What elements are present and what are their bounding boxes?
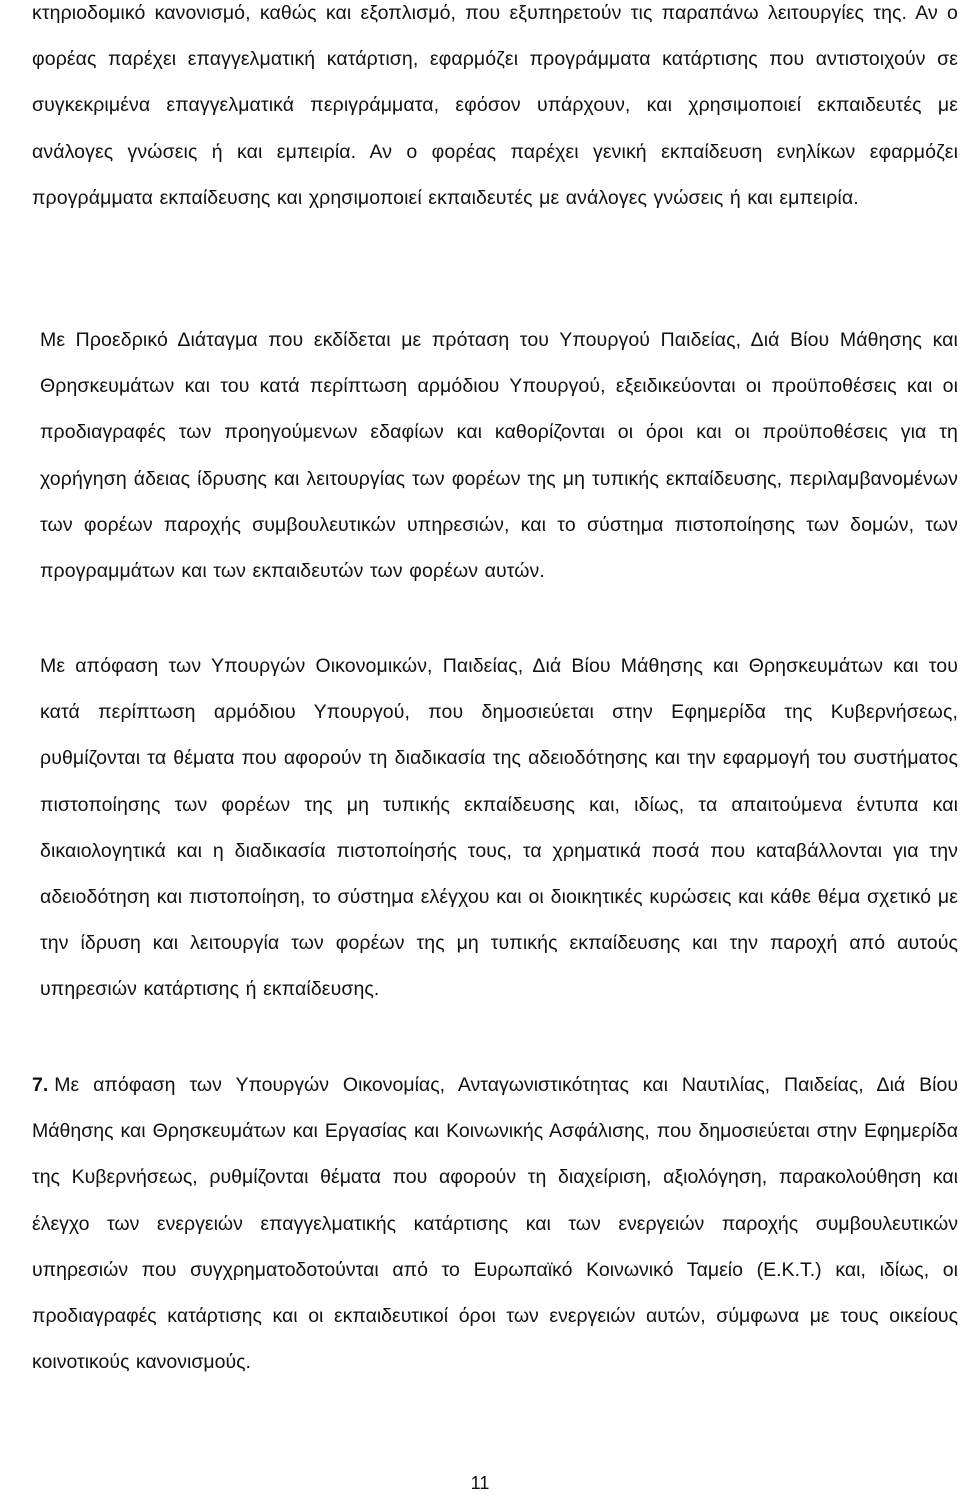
page-number: 11 <box>470 1473 490 1493</box>
paragraph-continuation: κτηριοδομικό κανονισμό, καθώς και εξοπλισμό, που εξυπηρετούν τις παραπάνω λειτουργίες της. Αν ο φορέας παρέχει επαγγελματική κατάρτιση, εφαρμόζει προγράμματα κατάρτισης που αντιστοιχούν σε συγκεκριμένα επαγγελματικά περιγράμματα, εφόσον υπάρχουν, και χρησιμοποιεί εκπαιδευτές με ανάλογες γνώσεις ή και εμπειρία. Αν ο φορέας παρέχει γενική εκπαίδευση ενηλίκων εφαρμόζει προγράμματα εκπαίδευσης και χρησιμοποιεί εκπαιδευτές με ανάλογες γνώσεις ή και εμπειρία. <box>32 2 958 209</box>
item-number: 7. <box>32 1074 49 1096</box>
numbered-item-7 <box>32 1062 958 1385</box>
paragraph-presidential-decree: Με Προεδρικό Διάταγμα που εκδίδεται με πρόταση του Υπουργού Παιδείας, Διά Βίου Μάθησης και Θρησκευμάτων και του κατά περίπτωση αρμόδιου Υπουργού, εξειδικεύονται οι προϋποθέσεις και οι προδιαγραφές των προηγούμενων εδαφίων και καθορίζονται οι όροι και οι προϋποθέσεις για τη χορήγηση άδειας ίδρυσης και λειτουργίας των φορέων της μη τυπικής εκπαίδευσης, περιλαμβανομένων των φορέων παροχής συμβουλευτικών υπηρεσιών, και το σύστημα πιστοποίησης των δομών, των προγραμμάτων και των εκπαιδευτών των φορέων αυτών. <box>40 329 958 583</box>
paragraph-ministerial-decision: Με απόφαση των Υπουργών Οικονομικών, Παιδείας, Διά Βίου Μάθησης και Θρησκευμάτων και του κατά περίπτωση αρμόδιου Υπουργού, που δημοσιεύεται στην Εφημερίδα της Κυβερνήσεως, ρυθμίζονται τα θέματα που αφορούν τη διαδικασία της αδειοδότησης και την εφαρμογή του συστήματος πιστοποίησης των φορέων της μη τυπικής εκπαίδευσης και, ιδίως, τα απαιτούμενα έντυπα και δικαιολογητικά και η διαδικασία πιστοποίησής τους, τα χρηματικά ποσά που καταβάλλονται για την αδειοδότηση και πιστοποίηση, το σύστημα ελέγχου και οι διοικητικές κυρώσεις και κάθε θέμα σχετικό με την ίδρυση και λειτουργία των φορέων της μη τυπικής εκπαίδευσης και την παροχή από αυτούς υπηρεσιών κατάρτισης ή εκπαίδευσης. <box>40 655 958 1001</box>
item-text: Με απόφαση των Υπουργών Οικονομίας, Ανταγωνιστικότητας και Ναυτιλίας, Παιδείας, Διά Βίου Μάθησης και Θρησκευμάτων και Εργασίας και Κοινωνικής Ασφάλισης, που δημοσιεύεται στην Εφημερίδα της Κυβερνήσεως, ρυθμίζονται θέματα που αφορούν τη διαχείριση, αξιολόγηση, παρακολούθηση και έλεγχο των ενεργειών επαγγελματικής κατάρτισης και των ενεργειών παροχής συμβουλευτικών υπηρεσιών που συγχρηματοδοτούνται από το Ευρωπαϊκό Κοινωνικό Ταμείο (Ε.Κ.Τ.) και, ιδίως, οι προδιαγραφές κατάρτισης και οι εκπαιδευτικοί όροι των ενεργειών αυτών, σύμφωνα με τους οικείους κοινοτικούς κανονισμούς. <box>32 1074 958 1374</box>
